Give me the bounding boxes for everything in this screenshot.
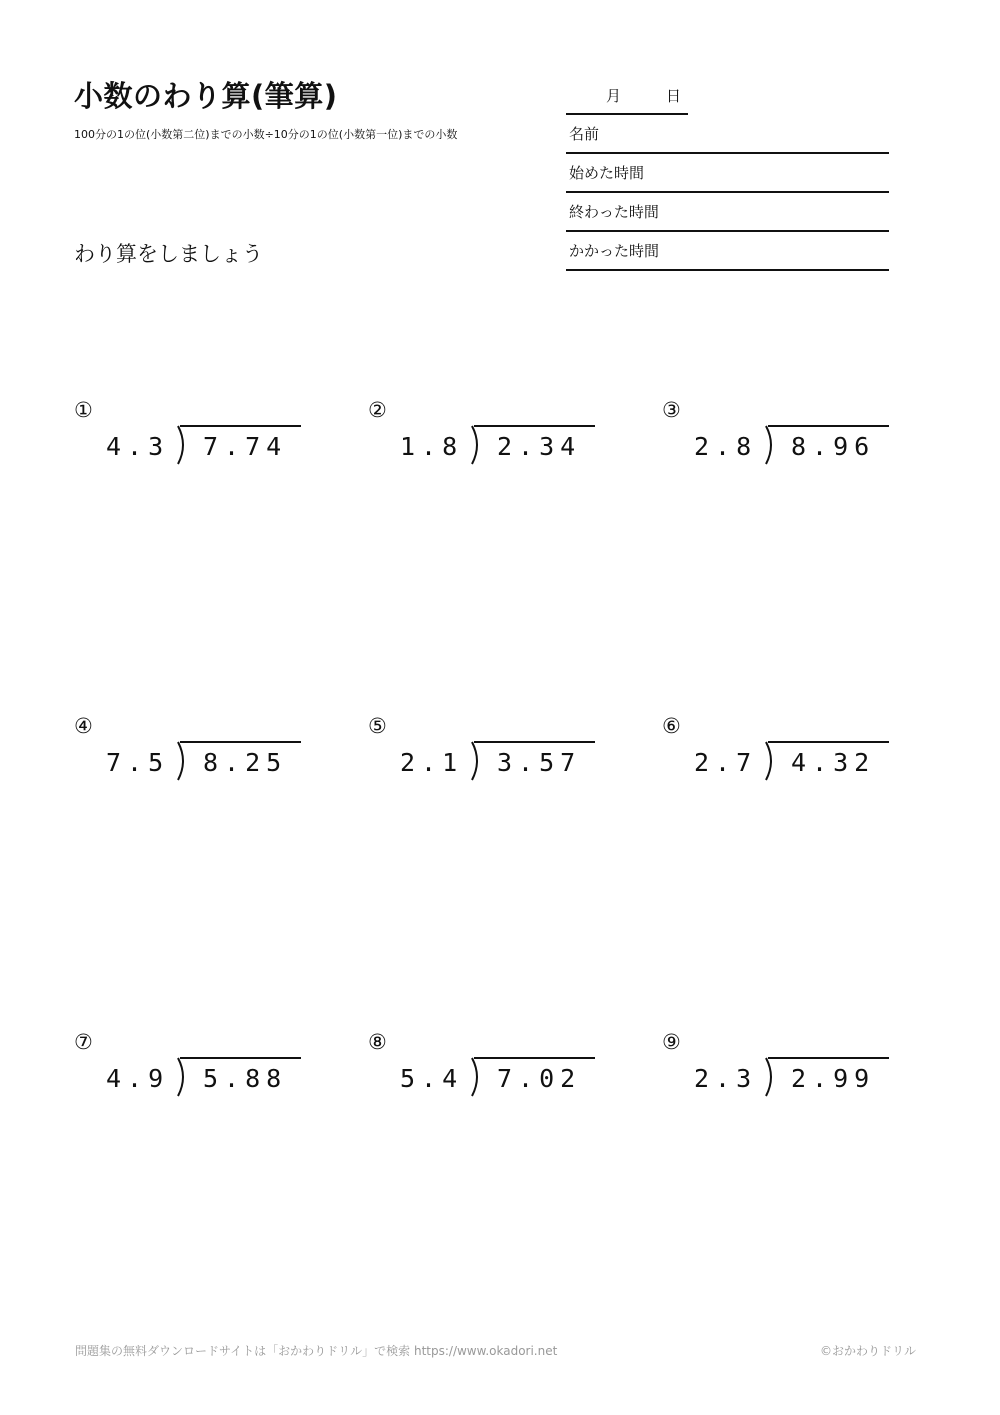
division-bracket [763, 425, 775, 465]
divisor: 2.7 [694, 748, 758, 777]
end-time-label: 終わった時間 [569, 203, 659, 221]
division-bracket [469, 1057, 481, 1097]
divisor: 7.5 [106, 748, 170, 777]
division-bar [474, 1057, 595, 1059]
name-field [566, 115, 889, 154]
dividend: 8.96 [791, 432, 876, 461]
division-bracket [175, 425, 187, 465]
division-bracket [175, 1057, 187, 1097]
problem-8 [368, 1030, 608, 1100]
dividend: 8.25 [203, 748, 288, 777]
day-label: 日 [666, 87, 682, 105]
divisor: 4.3 [106, 432, 170, 461]
problem-number: ③ [662, 398, 681, 422]
elapsed-time-label: かかった時間 [569, 242, 660, 260]
divisor: 2.3 [694, 1064, 758, 1093]
divisor: 5.4 [400, 1064, 464, 1093]
problem-2 [368, 398, 608, 468]
problem-7 [74, 1030, 314, 1100]
dividend: 4.32 [791, 748, 876, 777]
problem-9 [662, 1030, 902, 1100]
problem-number: ② [368, 398, 387, 422]
footer-site-note: 問題集の無料ダウンロードサイトは「おかわりドリル」で検索 https://www.okadori.net [75, 1344, 558, 1358]
dividend: 7.74 [203, 432, 288, 461]
dividend: 2.99 [791, 1064, 876, 1093]
dividend: 3.57 [497, 748, 582, 777]
division-bracket [175, 741, 187, 781]
division-bracket [763, 1057, 775, 1097]
name-label: 名前 [569, 125, 600, 143]
page-subtitle: 100分の1の位(小数第二位)までの小数÷10分の1の位(小数第一位)までの小数 [74, 128, 458, 141]
division-bar [180, 425, 301, 427]
division-bracket [469, 741, 481, 781]
start-time-label: 始めた時間 [569, 164, 645, 182]
divisor: 1.8 [400, 432, 464, 461]
dividend: 2.34 [497, 432, 582, 461]
division-bar [474, 741, 595, 743]
dividend: 7.02 [497, 1064, 582, 1093]
problem-number: ⑧ [368, 1030, 387, 1054]
month-label: 月 [606, 87, 622, 105]
division-bar [474, 425, 595, 427]
problem-4 [74, 714, 314, 784]
division-bracket [469, 425, 481, 465]
dividend: 5.88 [203, 1064, 288, 1093]
problem-3 [662, 398, 902, 468]
divisor: 4.9 [106, 1064, 170, 1093]
problem-number: ④ [74, 714, 93, 738]
problem-5 [368, 714, 608, 784]
division-bracket [763, 741, 775, 781]
division-bar [768, 1057, 889, 1059]
divisor: 2.8 [694, 432, 758, 461]
problem-1 [74, 398, 314, 468]
page-title: 小数のわり算(筆算) [74, 79, 338, 113]
division-bar [768, 425, 889, 427]
problem-number: ⑦ [74, 1030, 93, 1054]
start-time-field [566, 154, 889, 193]
instruction-text: わり算をしましょう [74, 242, 263, 266]
end-time-field [566, 193, 889, 232]
problem-number: ⑥ [662, 714, 681, 738]
date-field [566, 84, 688, 115]
division-bar [180, 1057, 301, 1059]
elapsed-time-field [566, 232, 889, 271]
problem-6 [662, 714, 902, 784]
division-bar [768, 741, 889, 743]
problem-number: ⑨ [662, 1030, 681, 1054]
divisor: 2.1 [400, 748, 464, 777]
problem-number: ① [74, 398, 93, 422]
problem-number: ⑤ [368, 714, 387, 738]
division-bar [180, 741, 301, 743]
footer-copyright: ©おかわりドリル [819, 1344, 916, 1358]
